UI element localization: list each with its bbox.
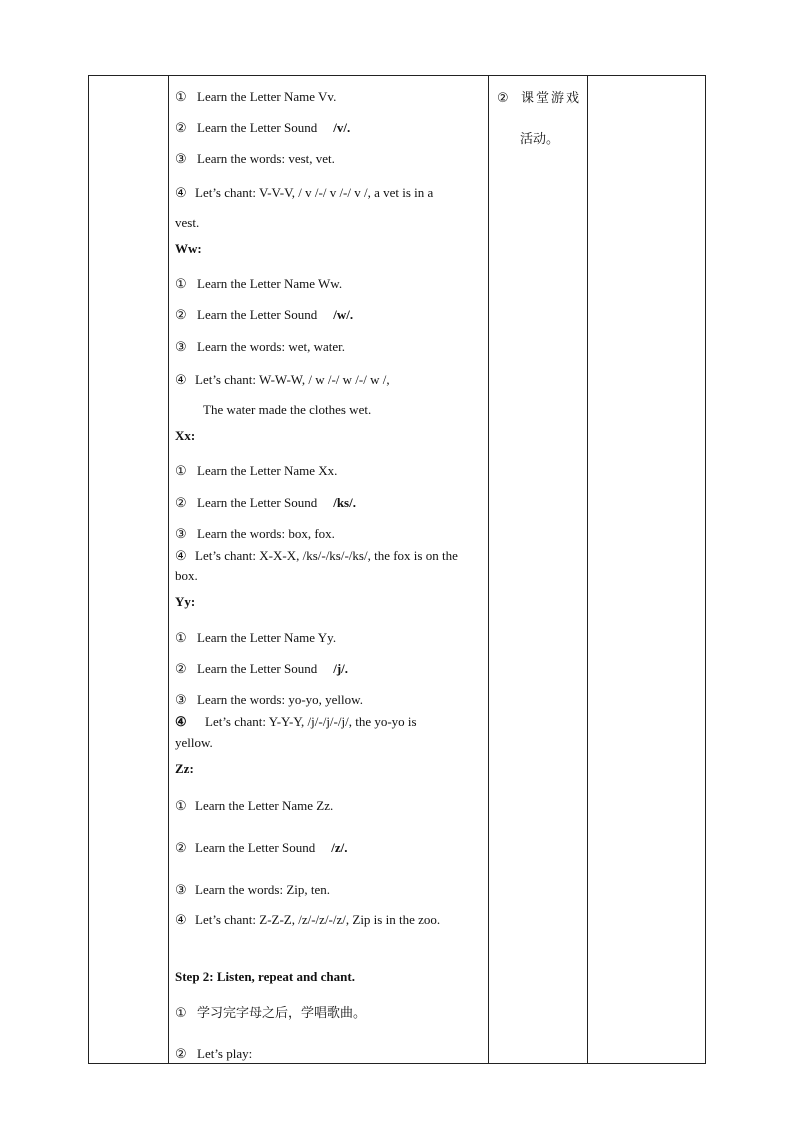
w-line-3: ③ Learn the words: wet, water. xyxy=(175,339,346,354)
y-line-1: ① Learn the Letter Name Yy. xyxy=(175,630,337,645)
section-heading-zz: Zz: xyxy=(175,761,194,776)
x-line-4: ④ Let’s chant: X-X-X, /ks/-/ks/-/ks/, the fox is on the xyxy=(175,548,458,563)
lesson-table xyxy=(88,75,706,1064)
z-line-4: ④ Let’s chant: Z-Z-Z, /z/-/z/-/z/, Zip is in the zoo. xyxy=(175,912,441,927)
w-line-1: ① Learn the Letter Name Ww. xyxy=(175,276,343,291)
column-divider-1 xyxy=(168,76,169,1063)
section-heading-xx: Xx: xyxy=(175,428,196,443)
z-line-1: ① Learn the Letter Name Zz. xyxy=(175,798,334,813)
step-2-line-2: ② Let’s play: xyxy=(175,1046,253,1061)
step-2-heading: Step 2: Listen, repeat and chant. xyxy=(175,969,355,984)
w-line-2: ② Learn the Letter Sound /w/. xyxy=(175,307,354,322)
v-line-5: vest. xyxy=(175,215,200,230)
x-line-1: ① Learn the Letter Name Xx. xyxy=(175,463,338,478)
y-line-2: ② Learn the Letter Sound /j/. xyxy=(175,661,349,676)
w-line-5: The water made the clothes wet. xyxy=(203,402,372,417)
w-line-4: ④ Let’s chant: W-W-W, / w /-/ w /-/ w /, xyxy=(175,372,390,387)
section-heading-ww: Ww: xyxy=(175,241,202,256)
column-divider-2 xyxy=(488,76,489,1063)
z-line-3: ③ Learn the words: Zip, ten. xyxy=(175,882,331,897)
activity-note-line-1: ② 课堂游戏 xyxy=(497,91,582,106)
v-line-3: ③ Learn the words: vest, vet. xyxy=(175,151,335,166)
column-divider-3 xyxy=(587,76,588,1063)
y-line-3: ③ Learn the words: yo-yo, yellow. xyxy=(175,692,363,707)
v-line-4: ④ Let’s chant: V-V-V, / v /-/ v /-/ v /, a vet is in a xyxy=(175,185,434,200)
x-line-5: box. xyxy=(175,568,198,583)
section-heading-yy: Yy: xyxy=(175,594,196,609)
step-2-line-1: ① 学习完字母之后，学唱歌曲。 xyxy=(175,1006,367,1021)
z-line-2: ② Learn the Letter Sound /z/. xyxy=(175,840,348,855)
x-line-3: ③ Learn the words: box, fox. xyxy=(175,526,335,541)
x-line-2: ② Learn the Letter Sound /ks/. xyxy=(175,495,356,510)
y-line-5: yellow. xyxy=(175,735,213,750)
y-line-4: ④ Let’s chant: Y-Y-Y, /j/-/j/-/j/, the yo-yo is xyxy=(175,714,417,729)
activity-note-line-2: 活动。 xyxy=(520,132,560,147)
v-line-1: ① Learn the Letter Name Vv. xyxy=(175,89,337,104)
v-line-2: ② Learn the Letter Sound /v/. xyxy=(175,120,351,135)
